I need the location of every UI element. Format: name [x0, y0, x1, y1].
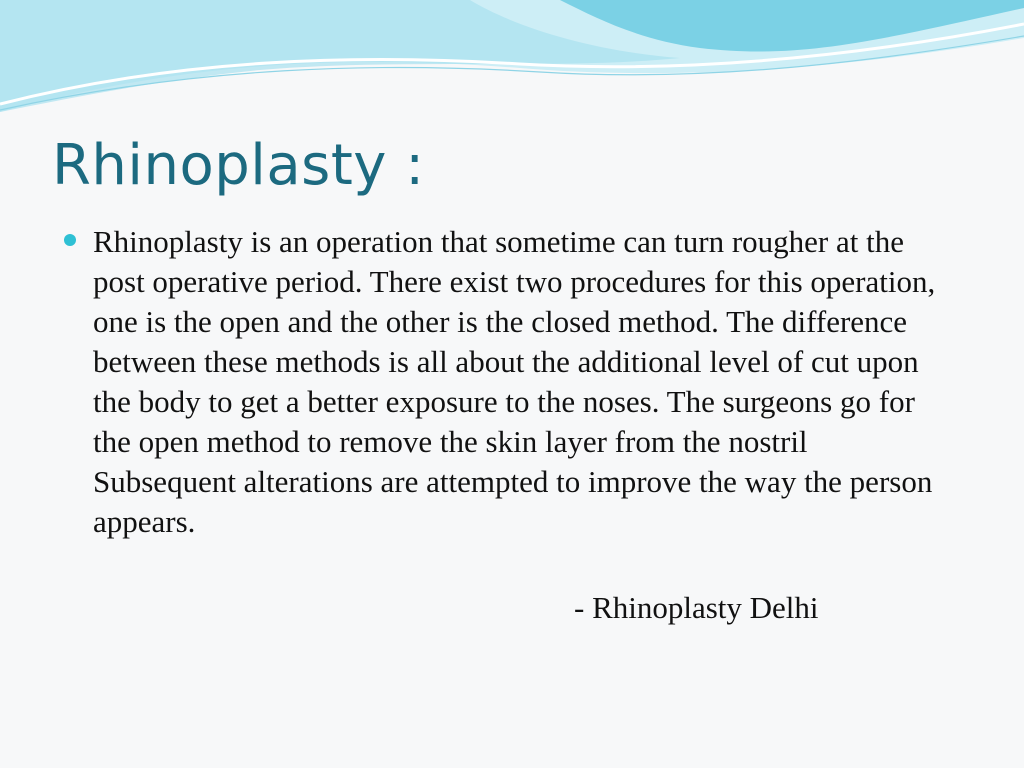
attribution-text: - Rhinoplasty Delhi [574, 590, 819, 625]
bullet-icon [64, 234, 76, 246]
bullet-item [60, 222, 960, 542]
decorative-wave-banner [0, 0, 1024, 140]
slide-title: Rhinoplasty : [52, 133, 425, 198]
bullet-text: Rhinoplasty is an operation that sometime can turn rougher at the post operative period. There exist two procedures for this operation, one is the open and the other is the closed method. The difference between these methods is all about the additional level of cut upon the body to get a better exposure to the noses. The surgeons go for the open method to remove the skin layer from the nostril Subsequent alterations are attempted to improve the way the person appears. [93, 224, 936, 539]
